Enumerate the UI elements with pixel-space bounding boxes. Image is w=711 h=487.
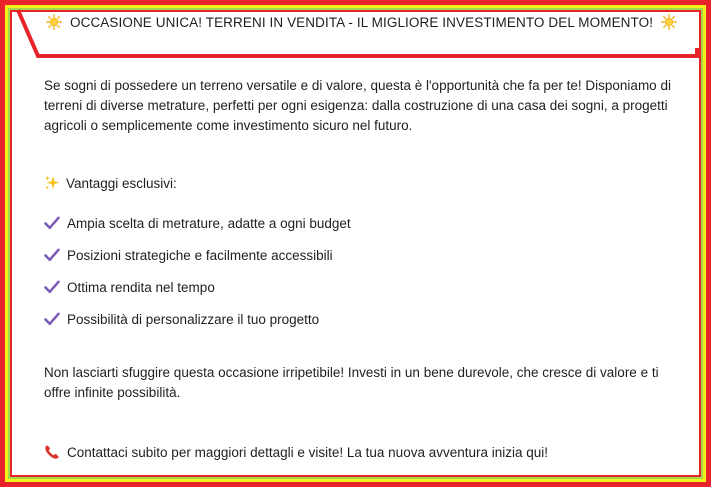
list-item <box>44 207 351 239</box>
check-icon <box>44 312 60 326</box>
list-item <box>44 303 351 335</box>
list-item-text: Posizioni strategiche e facilmente accessibili <box>67 247 333 263</box>
closing-paragraph: Non lasciarti sfuggire questa occasione irripetibile! Investi in un bene durevole, che cresce di valore e ti offre infinite possibilità. <box>44 365 659 400</box>
list-item <box>44 239 351 271</box>
sun-icon <box>661 14 677 30</box>
headline-text: OCCASIONE UNICA! TERRENI IN VENDITA - IL MIGLIORE INVESTIMENTO DEL MOMENTO! <box>70 14 654 30</box>
advantages-title: Vantaggi esclusivi: <box>66 175 177 191</box>
intro-paragraph: Se sogni di possedere un terreno versatile e di valore, questa è l'opportunità che fa per te! Disponiamo di terreni di diverse metrature, perfetti per ogni esigenza: dalla costruzione di una casa dei sogni, a progetti agricoli o semplicemente come investimento sicuro nel futuro. <box>44 78 671 133</box>
sun-icon <box>46 14 62 30</box>
intro-block <box>44 76 674 136</box>
list-item <box>44 271 351 303</box>
sparkles-icon <box>44 175 60 191</box>
check-icon <box>44 216 60 230</box>
advantages-heading <box>44 175 177 191</box>
phone-icon <box>44 444 60 460</box>
advantages-list <box>44 207 351 335</box>
list-item-text: Ampia scelta di metrature, adatte a ogni budget <box>67 215 351 231</box>
check-icon <box>44 280 60 294</box>
list-item-text: Ottima rendita nel tempo <box>67 279 215 295</box>
contact-text: Contattaci subito per maggiori dettagli e visite! La tua nuova avventura inizia qui! <box>67 444 549 460</box>
contact-line <box>44 444 548 460</box>
headline <box>46 14 677 30</box>
list-item-text: Possibilità di personalizzare il tuo progetto <box>67 311 320 327</box>
check-icon <box>44 248 60 262</box>
